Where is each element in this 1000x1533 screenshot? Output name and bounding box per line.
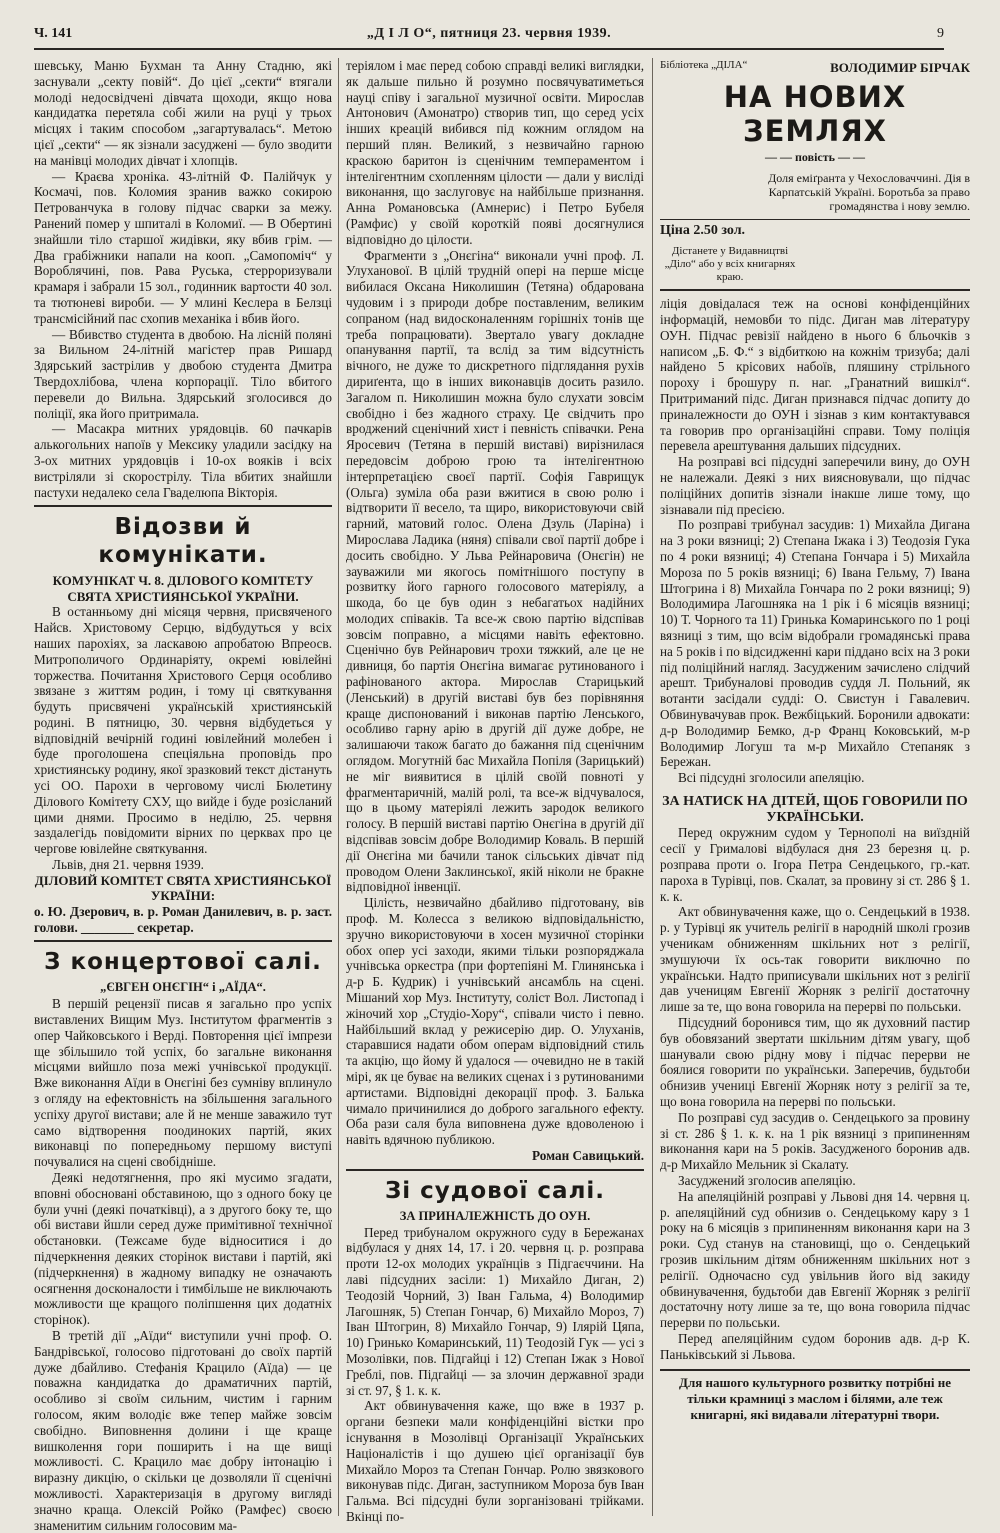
court-subtitle: ЗА НАТИСК НА ДІТЕЙ, ЩОБ ГОВОРИЛИ ПО УКРАЇНСЬКИ. <box>662 793 968 825</box>
section-title-concert: З концертової салі. <box>44 949 322 976</box>
column-3 <box>660 58 970 1516</box>
column-divider <box>338 58 339 1516</box>
customs-paragraph: — Масакра митних урядовців. 60 пачкарів алькогольних напоїв у Мексику уладили засідку на 3-ох митних урядовців і 10-ох вояків і всіх вистріляли зі скорострілу. Тіла вбитих знайшли пастухи недалеко села Гваделюпа Вікторія. <box>34 421 332 500</box>
section-rule <box>34 505 332 507</box>
communique-date: Львів, дня 21. червня 1939. <box>52 857 204 873</box>
court-paragraph: На розправі всі підсудні заперечили вину, до ОУН не належали. Деякі з них виясновували, що підчас поліційних допитів зізнали інакше лише тому, що зізнавали під пресією. <box>660 454 970 517</box>
court-paragraph: Акт обвинувачення каже, що о. Сендецький в 1938. р. у Турівці як учитель релігії в народній школі грозив ученикам обниженням шкільних нот з релігії, змушуючи їх ось-так говорити виключно по українськи. Надто приписували шкільних нот з релігії дав ученицям Евгенії Жорняк з релігії достаточну лише за те, що вона говорила на перерві по польськи. <box>660 904 970 1015</box>
signatories: о. Ю. Дзерович, в. р. Роман Данилевич, в. р. заст. голови. ________ секретар. <box>34 903 332 935</box>
court-paragraph: Всі підсудні зголосили апеляцію. <box>678 770 865 786</box>
onegin-paragraph: Фрагменти з „Онєгіна“ виконали учні проф. Л. Улуханової. В цілій трудній опері на перше місце вибилася Оксана Николишин (Тетяна) обдарована чудовим і з природи добре поставленим, великим сопраном (над видосконаленням горішніх тонів ще треба попрацювати). Звертало увагу докладне опанування партії, та вслід за тим відсутність вічного, не дуже то дискретного підглядання рухів дириґента, що в інших виконавців досить разило. Загалом п. Николишин можна було слухати зовсім свобідно і без жадного страху. Це свідчить про вроджений сценічний хист і певність співачки. Рена Яросевич (Тетяна в першій виставі) вирізнилася передовсім доброю грою та інтелігентною інтерпретацією своєї партії. Софія Гаврищук (Ольга) зуміла оба рази вжитися в свою ролю і відтворити її весело, та щиро, використовуючи свій гарний, матовий голос. Олена Дзуль (Ларіна) і Мирослава Ладика (няня) співали свої партії добре і досить свобідно. У Льва Рейнаровича (Онєгін) не зауважили ми якогось помітнішого поступу в розвитку його гарного голосового матеріялу, а шкода, бо це був один з небагатьох надійних молодих співаків. Та все-ж свою партію відспівав зовсім поправно, а місцями навіть ефектовно. Сценічно був Рейнарович трохи тяжкий, але це не дивниця, бо партія Онєгіна вимагає рутинованого і рафінованого актора. Мирослав Старицький (Ленський) в другій виставі був без порівняння краще диспонований і виконав партію Ленського, особливо гарну арію в другій дії дуже добре, не залишаючи також багато до бажання під сценічним оглядом. Могутній бас Михайла Попіля (Зарицький) не міг виявитися в цілій своїй повноті у фрагментаричній, малій ролі, та все-ж відчувалося, що в цьому матеріялі лежить зародок великого голосу. В першій виставі партію Онєгіна в другій дії відспівав зовсім добре Володимир Коваль. В першій дії Онєгіна ми бачили танок сільських дівчат під проводом Олени Заклинської, якій ніколи не бракне відповідної інвенції. <box>346 247 644 895</box>
court-paragraph: Засуджений зголосив апеляцію. <box>678 1173 856 1189</box>
section-rule <box>34 940 332 942</box>
ad-genre: — — повість — — <box>765 149 865 164</box>
communique-body: В останньому дні місяця червня, присвяченого Найсв. Христовому Серцю, відбудуться у всіх наших парохіях, за ласкавою апробатою Впреосв. Митрополичого Ординаріяту, окремі ювілейні торжества. Почитання Христового Серця особливо звязане з життям родин, і тому ці святкування будуть присвячені українській християнській родині. В пятницю, 30. червня відбудеться у відповідній вечірній годині ювілейний молебен і буде проголошена спеціяльна проповідь про християнську родину, якої зразковий текст дістануть усі ОО. Пароxи в черговому числі Бюлетину Ділового Комітету СХУ, що вийде і буде розісланий цими днями. Просимо в неділю, 25. червня заздалегідь повідомити вірних по церквах про це чергове ювілейне святкування. <box>34 604 332 857</box>
ad-author: ВОЛОДИМИР БІРЧАК <box>830 59 970 75</box>
court-paragraph: Підсудний боронився тим, що як духовний пастир був обовязаний звертати шкільним дітям увагу, щоб шанували свою рідну мову і підчас перерви не боялися говорити по українськи. Заперечив, будьтоби обнизив учениці Евгенії Жорняк ноту з релігії за те, що вона говорила на перерві по польськи. <box>660 1015 970 1110</box>
culture-notice: Для нашого культурного розвитку потрібні не тільки крамниці з маслом і білями, але теж книгарні, які видавали літературні твори. <box>660 1369 970 1423</box>
article-paragraph: шевську, Маню Бухман та Анну Стадню, які заснували „секту повій“. До цієї „секти“ втягали молоді недосвідчені дівчата щоходи, якщо нова кандидатка перетяла собі жили на руці у трьох місцях і таким способом „загартувалась“. Метою цієї „секти“ — як зізнали засуджені — було зводити на манівці молодих дівчат і хлопців. <box>34 58 332 168</box>
ad-availability: Дістанете у Видавництві „Діло“ або у всіх книгарнях краю. <box>664 245 796 284</box>
section-rule <box>346 1169 644 1171</box>
section-title-appeals: Відозви й комунікати. <box>98 514 268 569</box>
court-paragraph: По розправі трибунал засудив: 1) Михайла Дигана на 3 роки вязниці; 2) Степана Іжака і 3) Теодозія Гука по 4 роки вязниці; 4) Степана Гончара і 5) Михайла Мороза по 5 років вязниці; 6) Івана Гельму, 7) Івана Штогрина і 8) Михайла Гончара по 2 роки вязниці; 9) Володимира Лагошняка на 1 рік і 6 місяців вязниці; 10) Т. Чорного та 11) Гринька Комаринського по 1 році вязниці з тим, що всім відобрали громадянські права на 5 років і по відсидженні кари піддано всіх на 3 роки під поліційний нагляд. Засудженим зачислено слідчий арешт. Трибуналові проводив суддя Л. Польний, як вотанти засідали судді: О. Свистун і Гавалевич. Обвинувачував прок. Вежбіцький. Боронили адвокати: д-р Володимир Бемко, д-р Франц Коковський, м-р Володимир Логуш та м-р Михайло Степаняк з Бережан. <box>660 517 970 770</box>
column-1 <box>34 58 332 1533</box>
court-paragraph: Перед окружним судом у Тернополі на виїздній сесії у Грималові відбулася дня 23 березня ц. р. розправа проти о. Ігора Петра Сендецького, гр.-кат. пароха в Турівці, пов. Скалат, за провину зі ст. 286 § 1. к. к. <box>660 825 970 904</box>
ad-library: Бібліотека „ДІЛА“ <box>660 59 748 71</box>
onegin-paragraph: Цілість, незвичайно дбайливо підготовану, вів проф. М. Колесса з великою відповідальністю, зручно використовуючи в хосен музичної сторінки обох опер усі заходи, якими тільки розпоряджала учнівська оркестра (при фортепіяні М. Глинянська і д-р Б. Кудрик) і учнівський ансамбль на сцені. Мішаний хор Муз. Інституту, соліст Вол. Листопад і жіночий хор „Студіо-Хору“, співали чисто і певно. Найбільший вклад у режисерію дир. О. Улуханів, старавшися надати обом операм відповідний стиль та акцію, що йому й удалося — очевидно не в такій мірі, як це буває на великих сценах і з рутинованими артистами. Відповідні декорації проф. З. Балька чимало причинилися до доброго загального ефекту. Оба рази саля була виповнена дуже вдоволеною і навіть вдячною публикою. <box>346 895 644 1148</box>
concert-subtitle: „ЄВГЕН ОНЄГІН“ і „АЇДА“. <box>100 980 266 995</box>
concert-paragraph: В третій дії „Аїди“ виступили учні проф. О. Бандрівської, голосово підготовані до своїх партій дуже дбайливо. Стефанія Крацило (Аїда) — це поважна кандидатка до драматичних партій, особливо зі своїм сильним, чистим і гарним голосом, яким володіє вже тепер майже зовсім свобідно. Виповнення долини і ще краще вишколення гори поширить і на ще вищі можливості. С. Крацило має добру інтонацію і виразну дикцію, о скільки це дозволяли її сценічні можливості. Характеризація в другому вигляді значно краща. Олексій Ройко (Рамфес) своєю знаменитим сильним голосовим ма- <box>34 1327 332 1533</box>
committee-name: ДІЛОВИЙ КОМІТЕТ СВЯТА ХРИСТИЯНСЬКОЇ УКРАЇНИ: <box>34 872 332 904</box>
duel-paragraph: — Вбивство студента в двобою. На лісній поляні за Вильном 24-літній магістер прав Ришард Здярський застрілив у двобою студента Дмитра Твердохлібова, члена корпорації. Тіло вбитого перевели до Вильна. Здярський зголосився до поліції, яка його притримала. <box>34 326 332 421</box>
issue-number: Ч. 141 <box>34 26 73 41</box>
column-divider <box>652 58 653 1516</box>
court-paragraph: На апеляційній розправі у Львові дня 14. червня ц. р. апеляційний суд обнизив о. Сендецькому кару з 1 року на 6 місяців з припиненням виконання кари на 3 роки. Суд станув на становищі, що о. Сендецький грозив шкільним дітям обниженням шкільних нот з релігії. Одночасно суд увільнив його від закиду обвинувачення, будьтоби дав Евгенії Жорняк з релігії достаточну ноту лише за те, що вона говорила підчас перерви по польськи. <box>660 1188 970 1331</box>
book-advertisement <box>660 58 970 291</box>
chronicle-paragraph: — Краєва хроніка. 43-літній Ф. Палійчук у Космачі, пов. Коломия зранив важко сокирою Петрованчука в голову підчас сварки за межу. Ранений помер у шпиталі в Коломиї. — В Обертині знайшли тіло старшої жидівки, яку вбив грім. — Два грабіжники напали на кооп. „Самопоміч“ у Вороблячині, пов. Рава Руська, стерроризували крамаря і забрали 15 зол., годинник вартости 40 зол. та тютюневі вироби. — У млині Кеслера в Белзці трансмісійний пас схопив механіка і вбив його. <box>34 168 332 326</box>
masthead: „Д І Л О“, пятниця 23. червня 1939. <box>366 26 612 41</box>
ad-price: Ціна 2.50 зол. <box>660 219 970 239</box>
concert-paragraph: теріялом і має перед собою справді великі виглядки, як дальше пильно й розумно посвячуватиметься науці співу і загальної музичної освіти. Мирослав Антонович (Амонатро) створив тип, що серед усіх інших креацій вибився під кожним оглядом на перший плян. Великий, з незвичайно гарною краскою баритон із сценічним темпераментом і інтелігентним схопленням цілости — дали у висліді виконання, що заслуговує на найбільше признання. Анна Романовська (Амнерис) і Петро Бубеля (Рамфис) у своїй короткій появі досягнулися відповідно до цілости. <box>346 58 644 247</box>
page-header <box>34 26 944 50</box>
concert-paragraph: Деякі недотягнення, про які мусимо згадати, вповні обосновані обставиною, що з одного боку це були учні (деякі початківці), а з другого боку те, що обі вистави йшли серед дуже примітивної технічної обстановки. (Тежсаме буде відноситися і до підчеркнення деяких сторінок вистави і партій, які (підчеркнення) в жадному випадку не означають осягнення досконалости і тимбільше не виключають можливости ще кращого поліпшення цих додатніх сторінок). <box>34 1170 332 1328</box>
court-paragraph: ліція довідалася теж на основі конфіденційних інформацій, немовби то підс. Диган мав літературу ОУН. Підчас ревізії найдено в нього 6 бльочків з написом „Б. Ф.“ з відбиткою на кожнім тризуба; далі найдено 5 крісових набоїв, пляшину стрільного пороху і брошуру п. наг. „Гранатний вишкіл“. Притриманий підс. Диган признався підчас допиту до приналежности до ОУН і зізнав з ким контактувався та говорив про організаційні справи. Тому поліція перевела арештування дальших підсудних. <box>660 296 970 454</box>
column-2 <box>346 58 644 1524</box>
ad-description: Доля еміґранта у Чехословаччині. Дія в Карпатській Україні. Боротьба за право громадянства і нову землю. <box>768 171 970 214</box>
court-paragraph: Акт обвинувачення каже, що вже в 1937 р. органи безпеки мали конфіденційні вістки про існування в Мозолівці Організації Українських Націоналістів і що душею цієї організації був Михайло Мороз та Степан Гончар. Ролю звязкового виконував підс. Диган, заступником Мороза був Іван Гальма. Всі підсудні були зорганізовані трійками. Вкінці по- <box>346 1398 644 1524</box>
section-rule <box>660 289 970 291</box>
communique-title: КОМУНІКАТ Ч. 8. ДІЛОВОГО КОМІТЕТУ СВЯТА ХРИСТИЯНСЬКОЇ УКРАЇНИ. <box>52 573 314 604</box>
concert-paragraph: В першій рецензії писав я загально про успіх виставлених Вищим Муз. Інститутом фрагментів з опер Чайковського і Верді. Повторення цієї імпрези ще збільшило той успіх, бо загальне виконання місцями вийшло поза межі учнівської продукції. Вже виконання Аїди в Онєгіні без сумніву вплинуло з огляду на ефектовність на збільшення загального успіху другої вистави; але й не менше заважило тут само відтворення поодиноких партій, яких виконавці по попередньому першому виступі почувалися на сцені свобідніше. <box>34 996 332 1170</box>
article-author: Роман Савицький. <box>532 1147 644 1163</box>
court-subtitle: ЗА ПРИНАЛЕЖНІСТЬ ДО ОУН. <box>399 1208 591 1223</box>
court-paragraph: Перед апеляційним судом боронив адв. д-р К. Паньківський зі Львова. <box>660 1330 970 1362</box>
court-paragraph: По розправі суд засудив о. Сендецького за провину зі ст. 286 § 1. к. к. на 1 рік вязниці з припиненням виконання кари на 5 років. Засудженого боронив адв. д-р Михайло Мельник зі Скалату. <box>660 1109 970 1173</box>
spacer <box>660 786 970 792</box>
ad-title: НА НОВИХ ЗЕМЛЯХ <box>723 79 907 148</box>
page-number: 9 <box>937 26 944 41</box>
court-paragraph: Перед трибуналом окружного суду в Бережанах відбулася у днях 14, 17. і 20. червня ц. р. розправа проти 12-ох молодих українців з Підгаєччини. На лаві підсудних засіли: 1) Михайло Диган, 2) Теодозій Чорний, 3) Іван Гальма, 4) Володимир Лагошняк, 5) Степан Гончар, 6) Михайло Мороз, 7) Іван Штогрин, 8) Михайло Гончар, 9) Ілярій Цяпа, 10) Гринько Комаринський, 11) Теодозій Гук — усі з Мозолівки, пов. Підгайці і 12) Степан Іжак з Нової Греблі, пов. Підгайці — за злочин державної зради зі ст. 97, § 1. к. к. <box>346 1224 644 1398</box>
section-title-court: Зі судової салі. <box>384 1177 606 1204</box>
